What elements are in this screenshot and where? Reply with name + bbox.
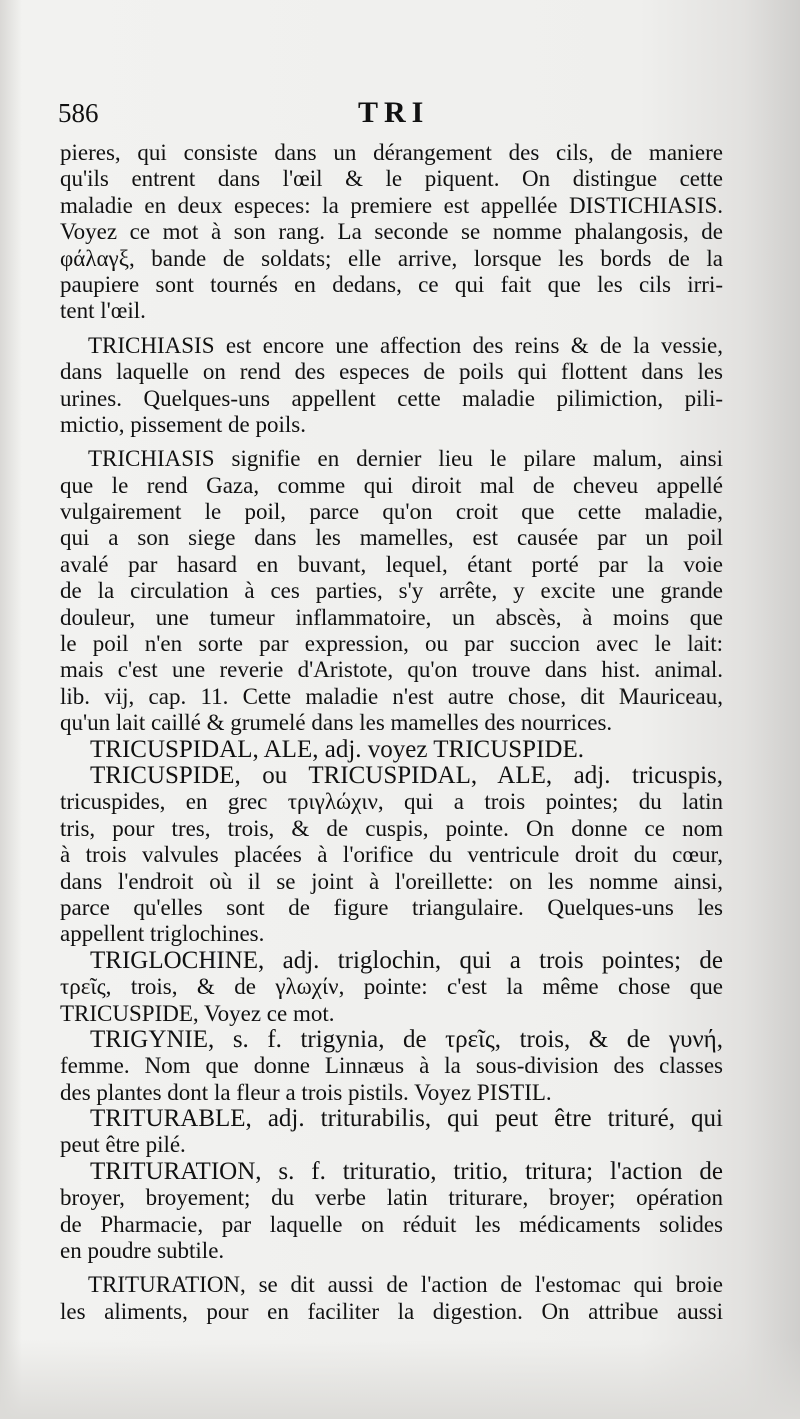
- text-line: en poudre subtile.: [60, 1238, 225, 1264]
- text-line: dans laquelle on rend des especes de poils qui flottent dans les: [60, 359, 723, 385]
- text-line: appellent triglochines.: [60, 921, 265, 947]
- text-line: tris, pour tres, trois, & de cuspis, pointe. On donne ce nom: [60, 815, 723, 841]
- text-line: Voyez ce mot à son rang. La seconde se nomme phalangosis, de: [60, 219, 723, 245]
- entry-headword-line: TRIGLOCHINE, adj. triglochin, qui a trois pointes; de: [90, 947, 723, 974]
- body-text: [60, 140, 723, 1325]
- text-line: dans l'endroit où il se joint à l'oreillette: on les nomme ainsi,: [60, 868, 723, 894]
- text-line: douleur, une tumeur inflammatoire, un abscès, à moins que: [60, 604, 723, 630]
- entry-headword-line: TRIGYNIE, s. f. trigynia, de τρεῖς, trois, & de γυνή,: [90, 1026, 723, 1053]
- text-line: mais c'est une reverie d'Aristote, qu'on trouve dans hist. animal.: [60, 657, 723, 683]
- text-line: femme. Nom que donne Linnæus à la sous-division des classes: [60, 1053, 723, 1079]
- text-line: pieres, qui consiste dans un dérangement des cils, de maniere: [60, 140, 723, 165]
- running-head: TRI: [358, 96, 430, 129]
- text-line: maladie en deux especes: la premiere est appellée DISTICHIASIS.: [60, 192, 723, 218]
- text-line: urines. Quelques-uns appellent cette maladie pilimiction, pili-: [60, 385, 723, 411]
- text-line: de Pharmacie, par laquelle on réduit les médicaments solides: [60, 1211, 723, 1237]
- text-line: peut être pilé.: [60, 1132, 186, 1158]
- entry-headword-line: TRICUSPIDE, ou TRICUSPIDAL, ALE, adj. tricuspis,: [90, 762, 723, 789]
- text-line: à trois valvules placées à l'orifice du ventricule droit du cœur,: [60, 842, 723, 868]
- entry-headword-line: TRITURATION, s. f. trituratio, tritio, tritura; l'action de: [90, 1158, 723, 1185]
- page-shadow-bottom: [0, 1339, 800, 1419]
- page-shadow-left: [0, 0, 22, 1419]
- text-line: TRITURATION, se dit aussi de l'action de l'estomac qui broie: [88, 1272, 723, 1298]
- text-line: TRICHIASIS signifie en dernier lieu le pilare malum, ainsi: [88, 446, 723, 472]
- page-header: [58, 98, 722, 138]
- text-line: paupiere sont tournés en dedans, ce qui fait que les cils irri-: [60, 271, 723, 297]
- text-line: des plantes dont la fleur a trois pistils. Voyez PISTIL.: [60, 1079, 552, 1105]
- text-line: mictio, pissement de poils.: [60, 411, 306, 437]
- text-line: τρεῖς, trois, & de γλωχίν, pointe: c'est la même chose que: [60, 974, 723, 1000]
- text-line: qu'ils entrent dans l'œil & le piquent. On distingue cette: [60, 166, 723, 192]
- text-line: TRICUSPIDE, Voyez ce mot.: [60, 1000, 335, 1026]
- text-line: lib. vij, cap. 11. Cette maladie n'est autre chose, dit Mauriceau,: [60, 683, 723, 709]
- text-line: parce qu'elles sont de figure triangulaire. Quelques-uns les: [60, 894, 723, 920]
- text-line: φάλαγξ, bande de soldats; elle arrive, lorsque les bords de la: [60, 245, 723, 271]
- text-line: tent l'œil.: [60, 298, 146, 324]
- text-line: avalé par hasard en buvant, lequel, étant porté par la voie: [60, 551, 723, 577]
- entry-headword-line: TRITURABLE, adj. triturabilis, qui peut être trituré, qui: [90, 1106, 723, 1133]
- text-line: tricuspides, en grec τριγλώχιν, qui a trois pointes; du latin: [60, 789, 723, 815]
- page-number: 586: [58, 98, 99, 128]
- text-line: de la circulation à ces parties, s'y arrête, y excite une grande: [60, 578, 723, 604]
- text-line: broyer, broyement; du verbe latin triturare, broyer; opération: [60, 1185, 723, 1211]
- text-line: qu'un lait caillé & grumelé dans les mamelles des nourrices.: [60, 710, 613, 736]
- text-line: le poil n'en sorte par expression, ou par succion avec le lait:: [60, 631, 723, 657]
- text-line: les aliments, pour en faciliter la digestion. On attribue aussi: [60, 1298, 723, 1324]
- text-line: que le rend Gaza, comme qui diroit mal de cheveu appellé: [60, 472, 723, 498]
- text-line: TRICHIASIS est encore une affection des reins & de la vessie,: [88, 332, 723, 358]
- entry-headword-line: TRICUSPIDAL, ALE, adj. voyez TRICUSPIDE.: [90, 736, 584, 763]
- text-line: vulgairement le poil, parce qu'on croit que cette maladie,: [60, 499, 723, 525]
- text-line: qui a son siege dans les mamelles, est causée par un poil: [60, 525, 723, 551]
